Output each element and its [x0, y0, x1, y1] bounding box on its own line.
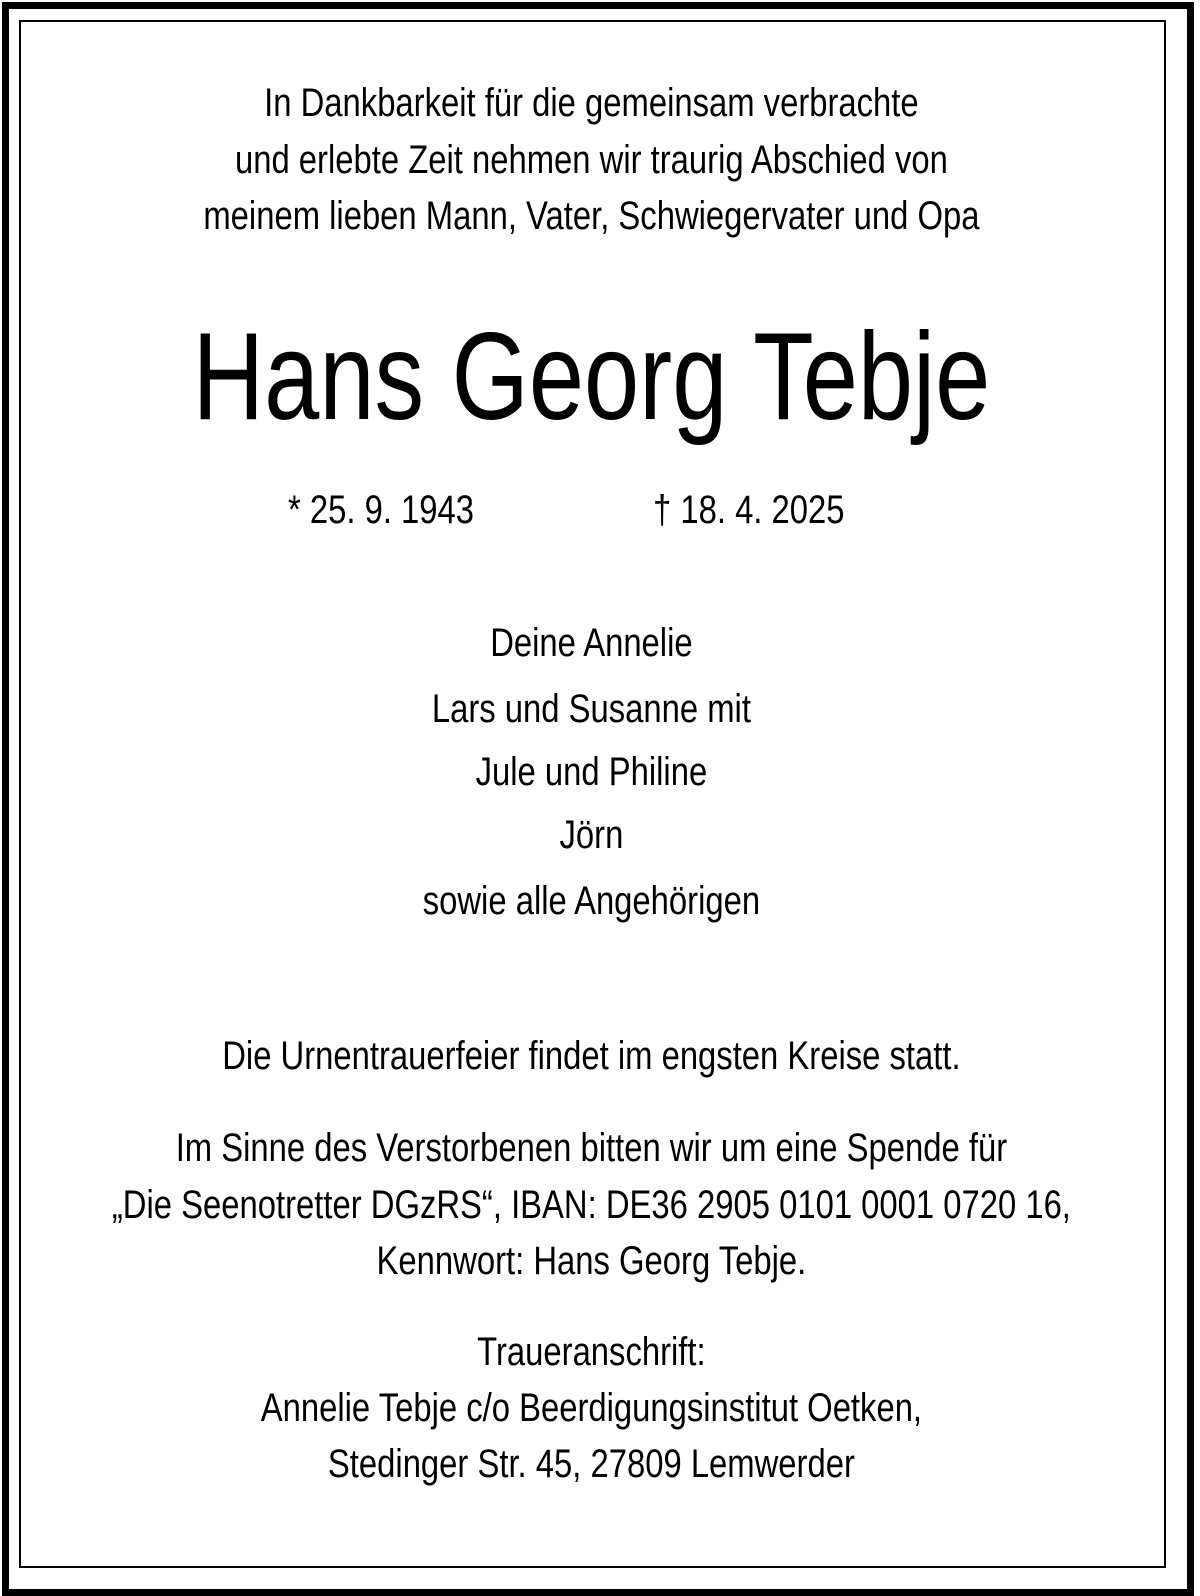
ceremony-note: Die Urnentrauerfeier findet im engsten Kreise statt. — [222, 1034, 961, 1078]
donation-line-3: Kennwort: Hans Georg Tebje. — [376, 1239, 807, 1283]
deceased-name: Hans Georg Tebje — [192, 308, 991, 446]
intro-line-3: meinem lieben Mann, Vater, Schwiegervater und Opa — [203, 194, 980, 238]
mourner-line-2: Lars und Susanne mit — [431, 687, 751, 731]
mourner-line-5: sowie alle Angehörigen — [422, 879, 761, 923]
intro-line-2: und erlebte Zeit nehmen wir traurig Abschied von — [234, 138, 948, 182]
mourner-line-4: Jörn — [559, 813, 624, 857]
mourner-line-3: Jule und Philine — [475, 750, 708, 794]
intro-line-1: In Dankbarkeit für die gemeinsam verbrachte — [264, 81, 919, 125]
birth-date: * 25. 9. 1943 — [288, 488, 475, 532]
address-line-2: Stedinger Str. 45, 27809 Lemwerder — [327, 1442, 855, 1486]
address-heading: Traueranschrift: — [477, 1330, 706, 1374]
donation-line-1: Im Sinne des Verstorbenen bitten wir um eine Spende für — [175, 1126, 1008, 1170]
death-date: † 18. 4. 2025 — [653, 488, 845, 532]
address-line-1: Annelie Tebje c/o Beerdigungsinstitut Oetken, — [260, 1386, 923, 1430]
donation-line-2: „Die Seenotretter DGzRS“, IBAN: DE36 2905 0101 0001 0720 16, — [111, 1183, 1071, 1227]
mourner-line-1: Deine Annelie — [490, 621, 693, 665]
